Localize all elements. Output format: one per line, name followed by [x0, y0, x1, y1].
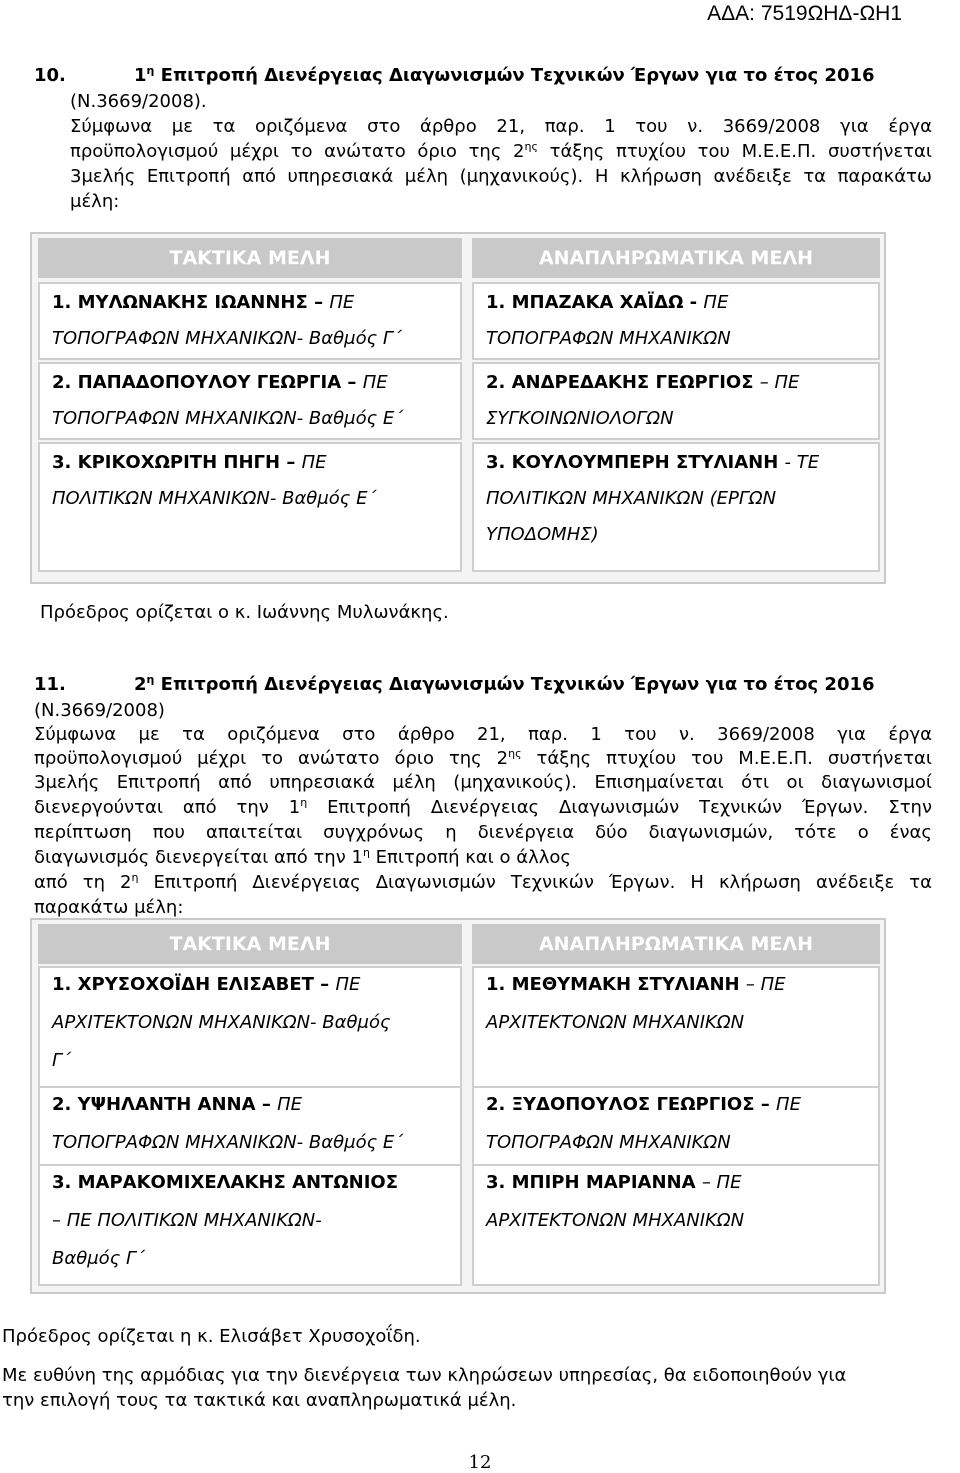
section-11-line6: [34, 796, 932, 820]
table1-row1-substitute: [472, 282, 880, 360]
section-11-title-a: 2: [134, 674, 147, 695]
member-name: [52, 284, 452, 322]
section-11-number: 11.: [34, 674, 66, 695]
name: 3. ΚΡΙΚΟΧΩΡΙΤΗ ΠΗΓΗ –: [52, 452, 302, 473]
section-11-title-b: Επιτροπή Διενέργειας Διαγωνισμών Τεχνικών Έργων για το έτος 2016: [154, 674, 875, 695]
name: 2. ΞΥΔΟΠΟΥΛΟΣ ΓΕΩΡΓΙΟΣ –: [486, 1094, 777, 1115]
section-11-chair: Πρόεδρος ορίζεται η κ. Ελισάβετ Χρυσοχοΐδη.: [2, 1326, 421, 1347]
members-table-1: [30, 232, 886, 584]
spec: ΠΕ: [335, 974, 361, 995]
text-part: Επιτροπή και ο άλλος: [369, 847, 571, 868]
section-11-title-sup: η: [146, 673, 155, 686]
section-11-line8: [34, 846, 932, 870]
text-part: Επιτροπή Διενέργειας Διαγωνισμών Τεχνικών Έργων. Στην: [307, 797, 932, 818]
spec: ΠΕ: [301, 452, 327, 473]
spec: ΠΕ: [277, 1094, 303, 1115]
member-spec: ΤΟΠΟΓΡΑΦΩΝ ΜΗΧΑΝΙΚΩΝ- Βαθμός Γ΄: [52, 328, 402, 349]
section-11-line9: [34, 871, 932, 895]
member-name: [52, 1086, 452, 1124]
text-part: από τη 2: [34, 872, 132, 893]
member-spec-cont: ΥΠΟΔΟΜΗΣ): [486, 524, 599, 545]
table2-row1-substitute: [472, 966, 880, 1088]
member-name: [486, 1086, 870, 1124]
member-name: [486, 444, 870, 482]
member-spec-cont: Βαθμός Γ΄: [52, 1248, 146, 1269]
member-spec: ΤΟΠΟΓΡΑΦΩΝ ΜΗΧΑΝΙΚΩΝ: [486, 328, 731, 349]
table2-header-substitute: [472, 924, 880, 964]
member-name: [486, 284, 870, 322]
table2-row1-regular: [38, 966, 462, 1088]
member-name: [52, 966, 452, 1004]
spec: – ΠΕ: [759, 372, 800, 393]
table1-header-regular: [38, 238, 462, 278]
member-spec: ΤΟΠΟΓΡΑΦΩΝ ΜΗΧΑΝΙΚΩΝ- Βαθμός Ε΄: [52, 1132, 404, 1153]
table1-row1-regular: [38, 282, 462, 360]
section-10-title-a: 1: [134, 65, 147, 86]
name: 2. ΥΨΗΛΑΝΤΗ ΑΝΝΑ –: [52, 1094, 278, 1115]
table2-row3-substitute: [472, 1164, 880, 1286]
spec: ΠΕ: [703, 292, 729, 313]
member-spec: ΤΟΠΟΓΡΑΦΩΝ ΜΗΧΑΝΙΚΩΝ- Βαθμός Ε΄: [52, 408, 404, 429]
section-10-title-b: Επιτροπή Διενέργειας Διαγωνισμών Τεχνικών Έργων για το έτος 2016: [154, 65, 875, 86]
table1-row2-regular: [38, 362, 462, 440]
spec: ΠΕ: [329, 292, 355, 313]
text-sup: ης: [508, 747, 522, 760]
section-10-heading: [34, 64, 932, 88]
table1-row3-regular: [38, 442, 462, 572]
table1-row2-substitute: [472, 362, 880, 440]
table2-header-regular: [38, 924, 462, 964]
member-spec: ΤΟΠΟΓΡΑΦΩΝ ΜΗΧΑΝΙΚΩΝ: [486, 1132, 731, 1153]
member-spec-cont: Γ΄: [52, 1050, 72, 1071]
text-sup: η: [362, 846, 370, 859]
section-10-line5: 3μελής Επιτροπή από υπηρεσιακά μέλη (μηχανικούς). Η κλήρωση ανέδειξε τα παρακάτω: [70, 166, 932, 187]
section-10-number: 10.: [34, 65, 66, 86]
member-spec: – ΠΕ ΠΟΛΙΤΙΚΩΝ ΜΗΧΑΝΙΚΩΝ-: [52, 1210, 322, 1231]
header-label: ΑΝΑΠΛΗΡΩΜΑΤΙΚΑ ΜΕΛΗ: [538, 247, 814, 269]
text-sup: ης: [524, 140, 538, 153]
header-label: ΤΑΚΤΙΚΑ ΜΕΛΗ: [169, 247, 331, 269]
member-spec: ΑΡΧΙΤΕΚΤΟΝΩΝ ΜΗΧΑΝΙΚΩΝ: [486, 1210, 745, 1231]
member-spec: ΑΡΧΙΤΕΚΤΟΝΩΝ ΜΗΧΑΝΙΚΩΝ: [486, 1012, 745, 1033]
closing-line-2: την επιλογή τους τα τακτικά και αναπληρωματικά μέλη.: [2, 1390, 517, 1411]
section-11-line4: [34, 747, 932, 771]
member-name: [486, 364, 870, 402]
member-spec: ΣΥΓΚΟΙΝΩΝΙΟΛΟΓΩΝ: [486, 408, 674, 429]
text-sup: η: [300, 796, 308, 809]
text-sup: η: [131, 871, 139, 884]
member-name: [486, 1164, 870, 1202]
text-part: τάξης πτυχίου του Μ.Ε.Ε.Π. συστήνεται: [537, 141, 932, 162]
ada-code: ΑΔΑ: 7519ΩΗΔ-ΩΗ1: [707, 2, 902, 25]
table2-row3-regular: [38, 1164, 462, 1286]
name: 2. ΠΑΠΑΔΟΠΟΥΛΟΥ ΓΕΩΡΓΙΑ –: [52, 372, 363, 393]
section-11-line7: περίπτωση που απαιτείται συγχρόνως η διενέργεια δύο διαγωνισμών, τότε ο ένας: [34, 822, 932, 843]
text-part: τάξης πτυχίου του Μ.Ε.Ε.Π. συστήνεται: [521, 748, 932, 769]
member-spec: ΠΟΛΙΤΙΚΩΝ ΜΗΧΑΝΙΚΩΝ (ΕΡΓΩΝ: [486, 488, 777, 509]
members-table-2: [30, 918, 886, 1294]
member-spec: ΑΡΧΙΤΕΚΤΟΝΩΝ ΜΗΧΑΝΙΚΩΝ- Βαθμός: [52, 1012, 391, 1033]
table2-row2-substitute: [472, 1086, 880, 1166]
name: 1. ΜΠΑΖΑΚΑ ΧΑΪΔΩ -: [486, 292, 704, 313]
member-name: [52, 444, 452, 482]
section-10-title-sup: η: [146, 64, 155, 77]
member-name: [52, 364, 452, 402]
name: 3. ΜΠΙΡΗ ΜΑΡΙΑΝΝΑ: [486, 1172, 702, 1193]
member-name: [486, 966, 870, 1004]
header-label: ΑΝΑΠΛΗΡΩΜΑΤΙΚΑ ΜΕΛΗ: [538, 933, 814, 955]
closing-line-1: Με ευθύνη της αρμόδιας για την διενέργεια των κληρώσεων υπηρεσίας, θα ειδοποιηθούν για: [2, 1365, 847, 1386]
text-part: προϋπολογισμού μέχρι το ανώτατο όριο της 2: [70, 141, 525, 162]
member-spec: ΠΟΛΙΤΙΚΩΝ ΜΗΧΑΝΙΚΩΝ- Βαθμός Ε΄: [52, 488, 377, 509]
section-10-line6: μέλη:: [70, 191, 120, 212]
name: 1. ΜΕΘΥΜΑΚΗ ΣΤΥΛΙΑΝΗ: [486, 974, 746, 995]
text-part: Επιτροπή Διενέργειας Διαγωνισμών Τεχνικών Έργων. Η κλήρωση ανέδειξε τα: [138, 872, 932, 893]
section-10-law: (Ν.3669/2008).: [70, 91, 207, 112]
name: 3. ΜΑΡΑΚΟΜΙΧΕΛΑΚΗΣ ΑΝΤΩΝΙΟΣ: [52, 1172, 398, 1193]
spec: – ΠΕ: [701, 1172, 742, 1193]
text-part: διενεργούνται από την 1: [34, 797, 301, 818]
spec: ΠΕ: [362, 372, 388, 393]
name: 3. ΚΟΥΛΟΥΜΠΕΡΗ ΣΤΥΛΙΑΝΗ: [486, 452, 785, 473]
section-11-heading: [34, 673, 932, 697]
section-10-line3: Σύμφωνα με τα οριζόμενα στο άρθρο 21, παρ. 1 του ν. 3669/2008 για έργα: [70, 116, 932, 137]
table1-row3-substitute: [472, 442, 880, 572]
section-10-chair: Πρόεδρος ορίζεται ο κ. Ιωάννης Μυλωνάκης.: [40, 602, 449, 623]
table2-row2-regular: [38, 1086, 462, 1166]
section-11-line10: παρακάτω μέλη:: [34, 897, 184, 918]
page-number: 12: [468, 1452, 492, 1473]
name: 1. ΜΥΛΩΝΑΚΗΣ ΙΩΑΝΝΗΣ –: [52, 292, 330, 313]
spec: – ΠΕ: [745, 974, 786, 995]
section-10-line4: [70, 140, 932, 164]
table1-header-substitute: [472, 238, 880, 278]
section-11-line5: 3μελής Επιτροπή από υπηρεσιακά μέλη (μηχανικούς). Επισημαίνεται ότι οι διαγωνισμοί: [34, 772, 932, 793]
spec: ΠΕ: [776, 1094, 801, 1115]
section-11-line3: Σύμφωνα με τα οριζόμενα στο άρθρο 21, παρ. 1 του ν. 3669/2008 για έργα: [34, 724, 932, 745]
text-part: προϋπολογισμού μέχρι το ανώτατο όριο της 2: [34, 748, 509, 769]
header-label: ΤΑΚΤΙΚΑ ΜΕΛΗ: [169, 933, 331, 955]
name: 2. ΑΝΔΡΕΔΑΚΗΣ ΓΕΩΡΓΙΟΣ: [486, 372, 760, 393]
section-11-law: (Ν.3669/2008): [34, 700, 165, 721]
text-part: διαγωνισμός διενεργείται από την 1: [34, 847, 363, 868]
name: 1. ΧΡΥΣΟΧΟΪΔΗ ΕΛΙΣΑΒΕΤ –: [52, 974, 336, 995]
spec: - ΤΕ: [784, 452, 820, 473]
member-name: [52, 1164, 452, 1202]
